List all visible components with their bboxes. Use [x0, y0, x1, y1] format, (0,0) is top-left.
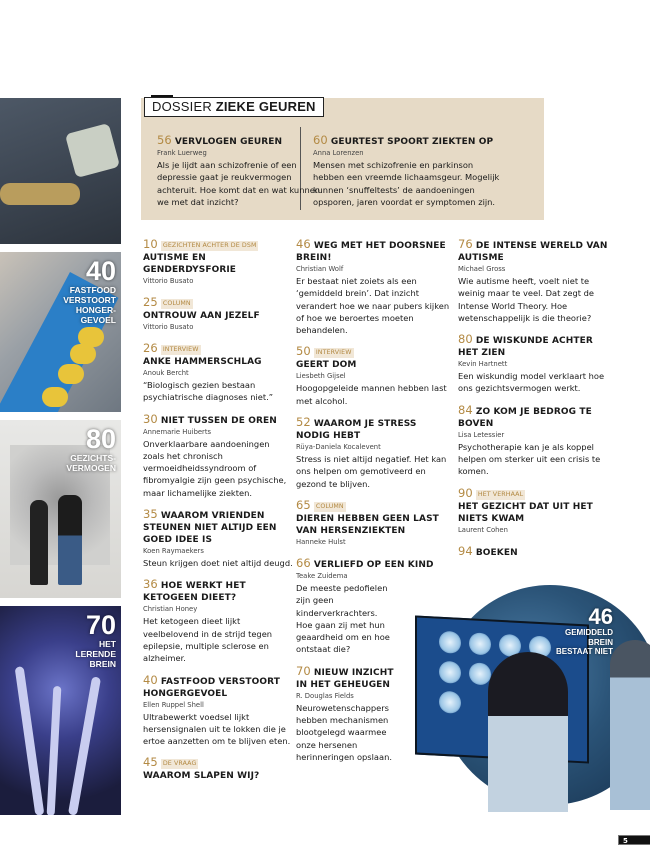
article-author: Frank Luerweg	[157, 149, 207, 157]
article-author: Christian Honey	[143, 605, 198, 614]
couch-photo	[0, 98, 121, 244]
article-heading	[143, 296, 293, 322]
article-category-tag: COLUMN	[162, 300, 191, 307]
article-category-tag: HET VERHAAL	[477, 490, 524, 498]
doctor-figure	[610, 640, 650, 810]
article-page-number: 50	[296, 344, 311, 359]
article-author: Koen Raymaekers	[143, 547, 204, 556]
toc-item[interactable]	[143, 578, 293, 664]
face-art-photo[interactable]	[0, 420, 121, 598]
circle-page-number: 46	[588, 604, 613, 629]
article-category-tag: DE VRAAG	[162, 760, 197, 768]
toc-item[interactable]	[143, 296, 293, 333]
thumb-page-number: 80	[85, 424, 116, 454]
article-description: Neurowetenschappers hebben mechanismen blootgelegd waarmee onze hersenen herinneringen opslaan.	[296, 702, 392, 762]
thumb-caption	[66, 426, 116, 473]
toc-item[interactable]	[296, 499, 451, 548]
toc-item[interactable]	[296, 557, 451, 656]
article-title[interactable]: DE INTENSE WERELD VAN AUTISME	[458, 241, 608, 263]
article-title[interactable]: ANKE HAMMERSCHLAG	[143, 357, 262, 367]
neuron-photo[interactable]	[0, 606, 121, 815]
toc-item[interactable]	[458, 487, 613, 536]
article-category-tag: INTERVIEW	[315, 349, 352, 357]
dossier-heading	[144, 97, 324, 117]
neuron-branch	[47, 686, 62, 815]
article-heading	[296, 416, 451, 442]
toc-column-3	[458, 238, 613, 568]
article-heading	[458, 545, 613, 559]
toc-item[interactable]	[143, 674, 293, 748]
article-title[interactable]: HOE WERKT HET KETOGEEN DIEET?	[143, 581, 246, 604]
article-author: Kevin Hartnett	[458, 360, 508, 369]
article-heading	[296, 557, 451, 571]
article-title[interactable]: AUTISME EN GENDERDYSFORIE	[143, 253, 237, 275]
article-page-number: 30	[143, 411, 158, 426]
article-title[interactable]: DE WISKUNDE ACHTER HET ZIEN	[458, 336, 593, 359]
article-description: Er bestaat niet zoiets als een ‘gemiddeld brein’. Dat inzicht verandert hoe we naar pubers kijken of hoe we beroertes moeten behandelen.	[296, 276, 450, 336]
article-heading	[157, 134, 322, 148]
article-description: Ultrabewerkt voedsel lijkt hersensignalen uit te lokken die je ertoe aanzetten om te blijven eten.	[143, 711, 291, 747]
article-title[interactable]: WEG MET HET DOORSNEE BREIN!	[296, 241, 446, 263]
pillow-shape	[65, 123, 120, 178]
food-roll	[70, 344, 96, 364]
article-author: R. Douglas Fields	[296, 691, 354, 700]
article-title[interactable]: GEERT DOM	[296, 360, 357, 371]
article-description: De meeste pedofielen zijn geen kinderverkrachters. Hoe gaan zij met hun geaardheid om en hoe ontstaat die?	[296, 582, 390, 655]
article-title[interactable]: NIET TUSSEN DE OREN	[160, 415, 277, 426]
article-title[interactable]: GEURTEST SPOORT ZIEKTEN OP	[330, 137, 494, 147]
article-author: Anna Lorenzen	[313, 149, 364, 157]
article-title[interactable]: VERVLOGEN GEUREN	[174, 137, 283, 147]
article-heading	[143, 342, 293, 368]
article-description: “Biologisch gezien bestaan psychiatrische diagnoses niet.”	[143, 380, 274, 403]
article-title[interactable]: VERLIEFD OP EEN KIND	[313, 559, 434, 570]
food-roll	[58, 364, 84, 384]
circle-caption	[555, 606, 613, 657]
article-page-number: 52	[296, 415, 311, 430]
article-page-number: 36	[143, 577, 158, 592]
article-page-number: 76	[458, 237, 473, 251]
toc-item[interactable]	[296, 665, 451, 763]
article-page-number: 26	[143, 341, 158, 355]
article-page-number: 60	[313, 133, 328, 147]
article-category-tag: GEZICHTEN ACHTER DE DSM	[162, 242, 257, 249]
article-description: Een wiskundig model verklaart hoe ons gezichtsvermogen werkt.	[458, 371, 605, 394]
article-author: Vittorio Busato	[143, 277, 194, 285]
article-page-number: 90	[458, 485, 473, 500]
toc-item[interactable]	[296, 345, 451, 407]
article-description: Psychotherapie kan je als koppel helpen om sterker uit een crisis te komen.	[458, 441, 601, 477]
thumb-caption	[61, 258, 116, 325]
article-category-tag: COLUMN	[315, 502, 344, 510]
article-description: Als je lijdt aan schizofrenie of een depressie gaat je reukvermogen achteruit. Hoe komt dat en wat kunnen we met dat inzicht?	[157, 160, 321, 207]
article-heading	[143, 508, 293, 546]
visitor-figure	[58, 495, 82, 585]
article-description: Wie autisme heeft, voelt niet te weinig maar te veel. Dat zegt de Intense World Theory. Hoe wetenschappelijk is die theorie?	[458, 276, 595, 323]
toc-item[interactable]	[143, 413, 293, 499]
article-page-number: 25	[143, 295, 158, 309]
toc-item[interactable]	[296, 416, 451, 490]
article-title[interactable]: ZO KOM JE BEDROG TE BOVEN	[458, 406, 592, 429]
food-roll	[78, 327, 104, 347]
article-title[interactable]: HET GEZICHT DAT UIT HET NIETS KWAM	[458, 501, 593, 524]
article-title[interactable]: FASTFOOD VERSTOORT HONGERGEVOEL	[143, 676, 281, 699]
dossier-item[interactable]	[157, 134, 322, 208]
article-page-number: 80	[458, 332, 473, 347]
thumb-caption-text: GEZICHTS- VERMOGEN	[66, 453, 116, 473]
article-author: Michael Gross	[458, 265, 506, 273]
article-description: Het ketogeen dieet lijkt veelbelovend in de strijd tegen epilepsie, multiple sclerose en alzheimer.	[143, 616, 273, 664]
page-number: 5	[618, 835, 650, 845]
article-category-tag: INTERVIEW	[162, 346, 199, 353]
toc-column-1	[143, 238, 293, 791]
article-page-number: 94	[458, 543, 473, 558]
article-heading	[458, 487, 613, 525]
article-heading	[296, 499, 451, 537]
toc-item[interactable]	[143, 508, 293, 569]
article-page-number: 66	[296, 555, 311, 570]
circle-caption-text: GEMIDDELD BREIN BESTAAT NIET	[555, 628, 613, 656]
article-author: Laurent Cohen	[458, 525, 508, 534]
article-title[interactable]: WAAROM VRIENDEN STEUNEN NIET ALTIJD EEN GOED IDEE IS	[143, 511, 277, 546]
article-title[interactable]: BOEKEN	[475, 547, 518, 558]
article-author: Rüya-Daniela Kocalevent	[296, 443, 381, 452]
thumb-caption-text: HET LERENDE BREIN	[75, 639, 116, 669]
article-heading	[458, 404, 613, 430]
thumb-page-number: 40	[85, 256, 116, 286]
toc-item[interactable]	[458, 238, 613, 324]
article-author: Ellen Ruppel Shell	[143, 700, 204, 709]
article-author: Liesbeth Gijsel	[296, 372, 346, 381]
article-heading	[458, 333, 613, 359]
article-page-number: 45	[143, 755, 158, 770]
article-heading	[143, 756, 293, 782]
toc-item[interactable]	[458, 404, 613, 478]
toc-column-2	[296, 238, 451, 772]
article-heading	[143, 413, 293, 427]
article-title[interactable]: WAAROM SLAPEN WIJ?	[143, 771, 260, 782]
dossier-item[interactable]	[313, 134, 503, 208]
article-page-number: 10	[143, 237, 158, 251]
neuron-branch	[15, 666, 45, 815]
article-description: Onverklaarbare aandoeningen zoals het chronisch vermoeidheidssyndroom of fibromyalgie zijn geen psychische, maar lichamelijke ziekten.	[143, 438, 287, 498]
article-page-number: 40	[143, 672, 158, 687]
article-heading	[458, 238, 613, 264]
article-title[interactable]: NIEUW INZICHT IN HET GEHEUGEN	[296, 667, 394, 690]
scan-image	[469, 632, 491, 655]
toc-item[interactable]	[143, 342, 293, 404]
article-title[interactable]: WAAROM JE STRESS NODIG HEBT	[296, 419, 417, 442]
toc-item[interactable]	[296, 238, 451, 336]
article-heading	[296, 238, 451, 264]
article-author: Anouk Bercht	[143, 369, 189, 377]
article-heading	[296, 665, 396, 691]
doctor-figure	[488, 652, 568, 812]
article-author: Christian Wolf	[296, 265, 344, 273]
leg-shape	[0, 183, 80, 205]
article-page-number: 65	[296, 497, 311, 512]
toc-item[interactable]	[143, 756, 293, 782]
scan-image	[469, 662, 491, 685]
thumb-caption	[66, 612, 116, 669]
neuron-branch	[68, 676, 101, 815]
visitor-figure	[30, 500, 48, 585]
article-page-number: 35	[143, 507, 158, 522]
article-author: Hanneke Hulst	[296, 537, 346, 546]
article-author: Lisa Letessier	[458, 430, 505, 439]
food-roll	[42, 387, 68, 407]
article-heading	[143, 674, 293, 700]
article-author: Teake Zuidema	[296, 571, 348, 580]
fastfood-photo[interactable]	[0, 252, 121, 412]
article-page-number: 46	[296, 237, 311, 251]
article-description: Mensen met schizofrenie en parkinson hebben een vreemde lichaamsgeur. Mogelijk kunnen ‘snuffeltests’ de aandoeningen opsporen, jaren voordat er symptomen zijn.	[313, 160, 500, 207]
article-page-number: 56	[157, 133, 172, 147]
article-description: Steun krijgen doet niet altijd deugd.	[143, 558, 293, 569]
article-description: Stress is niet altijd negatief. Het kan ons helpen om gemotiveerd en gezond te blijven.	[296, 454, 447, 489]
article-heading	[313, 134, 503, 148]
article-page-number: 70	[296, 663, 311, 678]
toc-item[interactable]	[458, 545, 613, 559]
article-heading	[143, 578, 293, 604]
article-description: Hoogopgeleide mannen hebben last met alcohol.	[296, 383, 447, 406]
dossier-prefix: DOSSIER	[152, 99, 212, 114]
article-author: Annemarie Huiberts	[143, 427, 212, 436]
article-author: Vittorio Busato	[143, 323, 194, 331]
dossier-title: ZIEKE GEUREN	[215, 99, 316, 114]
toc-item[interactable]	[458, 333, 613, 395]
article-heading	[296, 345, 451, 371]
article-page-number: 84	[458, 402, 473, 417]
thumb-page-number: 70	[85, 610, 116, 640]
article-title[interactable]: ONTROUW AAN JEZELF	[143, 311, 260, 321]
toc-item[interactable]	[143, 238, 293, 287]
thumb-caption-text: FASTFOOD VERSTOORT HONGER- GEVOEL	[63, 285, 116, 325]
article-title[interactable]: DIEREN HEBBEN GEEN LAST VAN HERSENZIEKTEN	[296, 513, 439, 536]
article-heading	[143, 238, 293, 276]
